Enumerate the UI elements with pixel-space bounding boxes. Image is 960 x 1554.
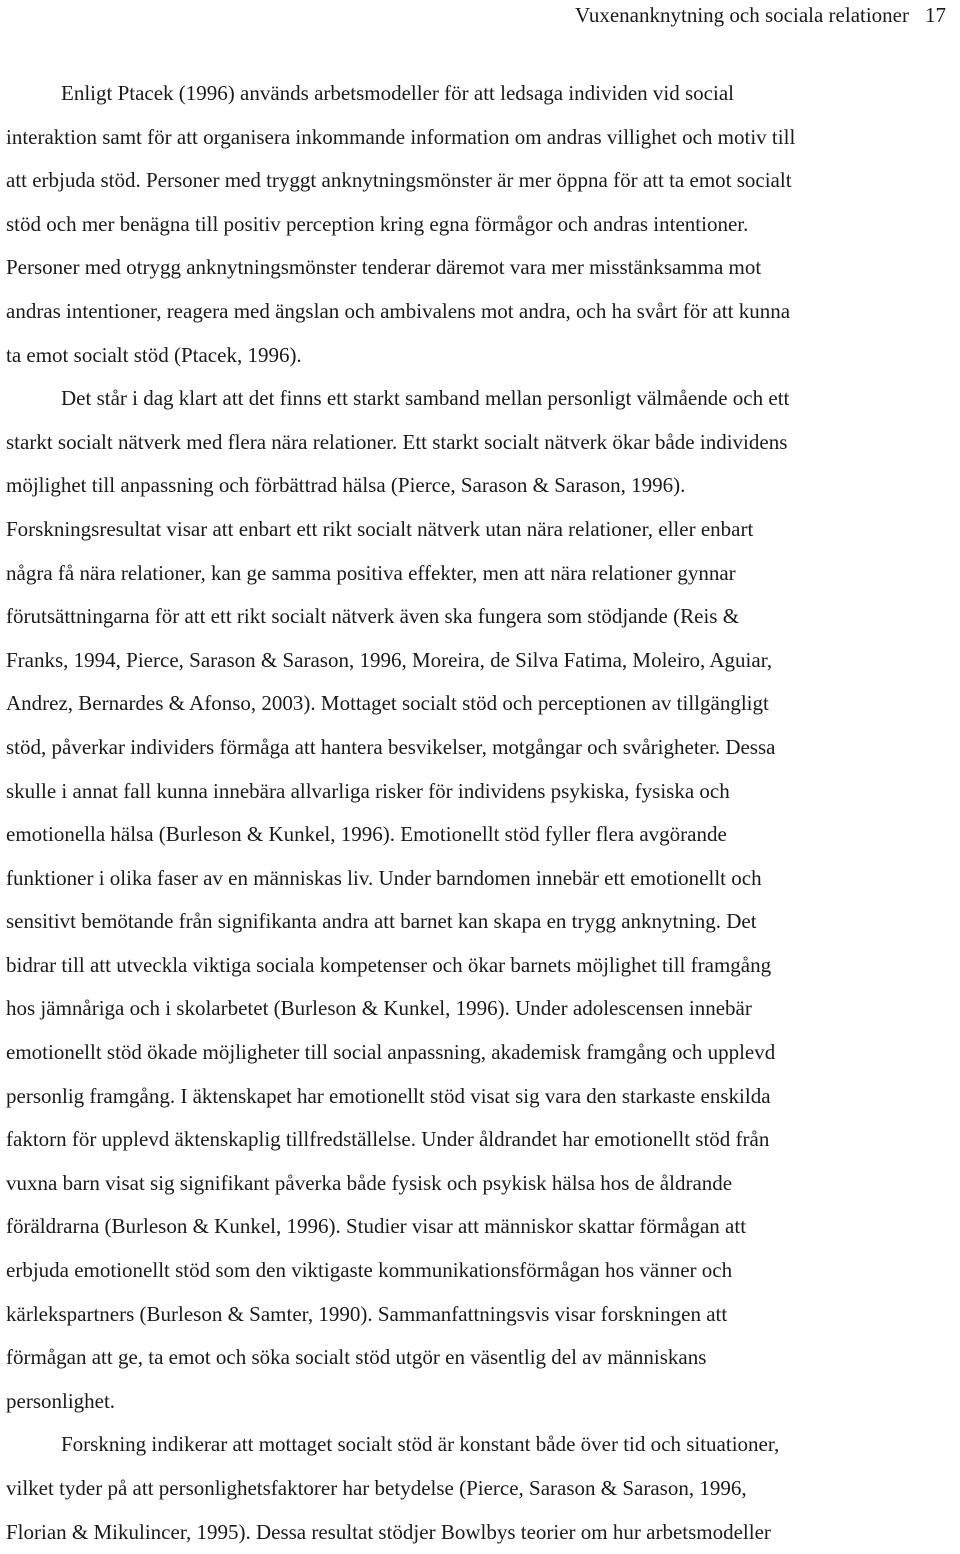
text-line: Franks, 1994, Pierce, Sarason & Sarason, 1996, Moreira, de Silva Fatima, Moleiro, Aguiar, [6,647,773,672]
text-line: möjlighet till anpassning och förbättrad hälsa (Pierce, Sarason & Sarason, 1996). [6,473,686,498]
text-line: Andrez, Bernardes & Afonso, 2003). Mottaget socialt stöd och perceptionen av tillgängligt [6,691,769,716]
text-line: Personer med otrygg anknytningsmönster tenderar däremot vara mer misstänksamma mot [6,255,762,280]
text-line: vuxna barn visat sig signifikant påverka både fysisk och psykisk hälsa hos de åldrande [6,1170,733,1195]
text-line: personlig framgång. I äktenskapet har emotionellt stöd visat sig vara den starkaste enskilda [6,1083,771,1108]
text-line: stöd, påverkar individers förmåga att hantera besvikelser, motgångar och svårigheter. Dessa [6,734,776,759]
text-line: andras intentioner, reagera med ängslan och ambivalens mot andra, och ha svårt för att kunna [6,298,791,323]
text-line: Forskning indikerar att mottaget socialt stöd är konstant både över tid och situationer, [61,1432,780,1457]
text-line: Forskningsresultat visar att enbart ett rikt socialt nätverk utan nära relationer, eller enbart [6,516,754,541]
page-number: 17 [925,3,946,27]
text-line: starkt socialt nätverk med flera nära relationer. Ett starkt socialt nätverk ökar både individens [6,429,788,454]
paragraph-3 [6,1423,952,1554]
text-line: kärlekspartners (Burleson & Samter, 1990). Sammanfattningsvis visar forskningen att [6,1301,728,1326]
running-header [575,0,946,30]
text-line: Florian & Mikulincer, 1995). Dessa resultat stödjer Bowlbys teorier om hur arbetsmodeller [6,1519,771,1544]
text-line: emotionellt stöd ökade möjligheter till social anpassning, akademisk framgång och upplevd [6,1040,776,1065]
paragraph-2 [6,377,952,1423]
page-body [6,72,952,1554]
paragraph-1 [6,72,952,377]
text-line: Det står i dag klart att det finns ett starkt samband mellan personligt välmående och ett [61,386,790,411]
text-line: funktioner i olika faser av en människas liv. Under barndomen innebär ett emotionellt och [6,865,762,890]
text-line: faktorn för upplevd äktenskaplig tillfredställelse. Under åldrandet har emotionellt stöd från [6,1127,770,1152]
text-line: stöd och mer benägna till positiv perception kring egna förmågor och andras intentioner. [6,211,749,236]
text-line: att erbjuda stöd. Personer med tryggt anknytningsmönster är mer öppna för att ta emot socialt [6,168,792,193]
text-line: emotionella hälsa (Burleson & Kunkel, 1996). Emotionellt stöd fyller flera avgörande [6,822,727,847]
text-line: förmågan att ge, ta emot och söka socialt stöd utgör en väsentlig del av människans [6,1345,707,1370]
text-line: personlighet. [6,1388,116,1413]
text-line: några få nära relationer, kan ge samma positiva effekter, men att nära relationer gynnar [6,560,736,585]
text-line: skulle i annat fall kunna innebära allvarliga risker för individens psykiska, fysiska och [6,778,730,803]
text-line: Enligt Ptacek (1996) används arbetsmodeller för att ledsaga individen vid social [61,81,734,105]
text-line: erbjuda emotionellt stöd som den viktigaste kommunikationsförmågan hos vänner och [6,1258,733,1283]
text-line: sensitivt bemötande från signifikanta andra att barnet kan skapa en trygg anknytning. Det [6,909,757,934]
text-line: hos jämnåriga och i skolarbetet (Burleson & Kunkel, 1996). Under adolescensen innebär [6,996,752,1021]
text-line: vilket tyder på att personlighetsfaktorer har betydelse (Pierce, Sarason & Sarason, 1996, [6,1476,747,1500]
text-line: bidrar till att utveckla viktiga sociala kompetenser och ökar barnets möjlighet till framgång [6,952,772,977]
text-line: föräldrarna (Burleson & Kunkel, 1996). Studier visar att människor skattar förmågan att [6,1214,747,1239]
text-line: interaktion samt för att organisera inkommande information om andras villighet och motiv till [6,124,796,149]
header-title: Vuxenanknytning och sociala relationer [574,3,909,27]
text-line: ta emot socialt stöd (Ptacek, 1996). [6,342,302,367]
text-line: förutsättningarna för att ett rikt socialt nätverk även ska fungera som stödjande (Reis & [6,604,740,629]
